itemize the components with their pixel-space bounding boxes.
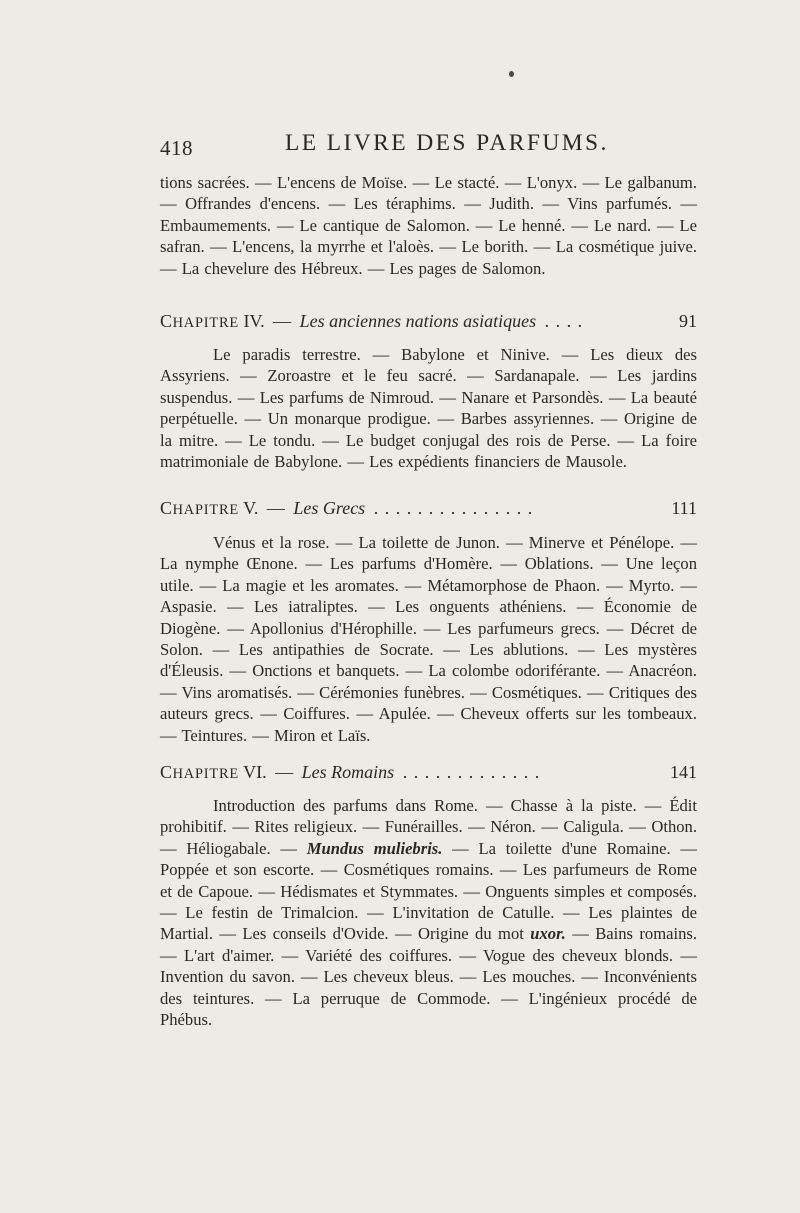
chapter-heading-v	[160, 498, 697, 524]
chapter-dash: —	[273, 311, 292, 331]
chapter-subject: Les anciennes nations asiatiques	[299, 311, 537, 331]
chapter-label: CHAPITRE	[160, 762, 239, 782]
latin-word: uxor.	[530, 924, 566, 944]
chapter-numeral: IV.	[243, 311, 265, 331]
chapter-page-ref: 141	[670, 762, 697, 782]
dot-leader: ....	[544, 311, 589, 331]
chapter-subject: Les Grecs	[293, 498, 366, 518]
chapter-subject: Les Romains	[301, 762, 395, 782]
chapter-summary-v: Vénus et la rose. — La toilette de Junon. — Minerve et Pénélope. — La nymphe Œnone. — Les parfums d'Homère. — Oblations. — Une leçon utile. — La magie et les aromates. — Métamorphose de Phaon. — Myrto. — Aspasie. — Les iatraliptes. — Les onguents athéniens. — Économie de Diogène. — Apollonius d'Hérophille. — Les parfumeurs grecs. — Décret de Solon. — Les antipathies de Socrate. — Les ablutions. — Les mystères d'Éleusis. — Onctions et banquets. — La colombe odoriférante. — Anacréon. — Vins aromatisés. — Cérémonies funèbres. — Cosmétiques. — Critiques des auteurs grecs. — Coiffures. — Apulée. — Cheveux offerts sur les tombeaux. — Teintures. — Miron et Laïs.	[160, 533, 697, 745]
chapter-summary-iv: Le paradis terrestre. — Babylone et Ninive. — Les dieux des Assyriens. — Zoroastre et le feu sacré. — Sardanapale. — Les jardins suspendus. — Les parfums de Nimroud. — Nanare et Parsondès. — La beauté perpétuelle. — Un monarque prodigue. — Barbes assyriennes. — Origine de la mitre. — Le tondu. — Le budget conjugal des rois de Perse. — La foire matrimoniale de Babylone. — Les expédients financiers de Mausole.	[160, 345, 697, 472]
chapter-page-ref: 111	[671, 498, 697, 518]
ink-speck	[509, 71, 514, 77]
chapter-heading-iv	[160, 311, 697, 337]
dot-leader: ...............	[373, 498, 539, 518]
running-title: LE LIVRE DES PARFUMS.	[285, 130, 609, 156]
chapter-label: CHAPITRE	[160, 311, 239, 331]
intro-paragraph: tions sacrées. — L'encens de Moïse. — Le stacté. — L'onyx. — Le galbanum. — Offrandes d'encens. — Les téraphims. — Judith. — Vins parfumés. — Embaumements. — Le cantique de Salomon. — Le henné. — Le nard. — Le safran. — L'encens, la myrrhe et l'aloès. — Le borith. — La cosmétique juive. — La chevelure des Hébreux. — Les pages de Salomon.	[160, 173, 697, 278]
chapter-dash: —	[266, 498, 285, 518]
page-number: 418	[160, 136, 193, 160]
dot-leader: .............	[402, 762, 546, 782]
chapter-heading-vi	[160, 762, 697, 788]
chapter-summary-vi: Introduction des parfums dans Rome. — Chasse à la piste. — Édit prohibitif. — Rites religieux. — Funérailles. — Néron. — Caligula. — Othon. — Héliogabale. — Mundus muliebris. — La toilette d'une Romaine. — Poppée et son escorte. — Cosmétiques romains. — Les parfumeurs de Rome et de Capoue. — Hédismates et Stymmates. — Onguents simples et composés. — Le festin de Trimalcion. — L'invitation de Catulle. — Les plaintes de Martial. — Les conseils d'Ovide. — Origine du mot uxor. — Bains romains. — L'art d'aimer. — Variété des coiffures. — Vogue des cheveux blonds. — Invention du savon. — Les cheveux bleus. — Les mouches. — Inconvénients des teintures. — La perruque de Commode. — L'ingénieux procédé de Phébus.	[160, 796, 697, 1030]
chapter-numeral: V.	[243, 498, 259, 518]
chapter-numeral: VI.	[243, 762, 267, 782]
page-header	[160, 130, 695, 162]
chapter-page-ref: 91	[679, 311, 697, 331]
chapter-dash: —	[275, 762, 294, 782]
chapter-label: CHAPITRE	[160, 498, 239, 518]
latin-phrase: Mundus muliebris.	[306, 838, 443, 858]
